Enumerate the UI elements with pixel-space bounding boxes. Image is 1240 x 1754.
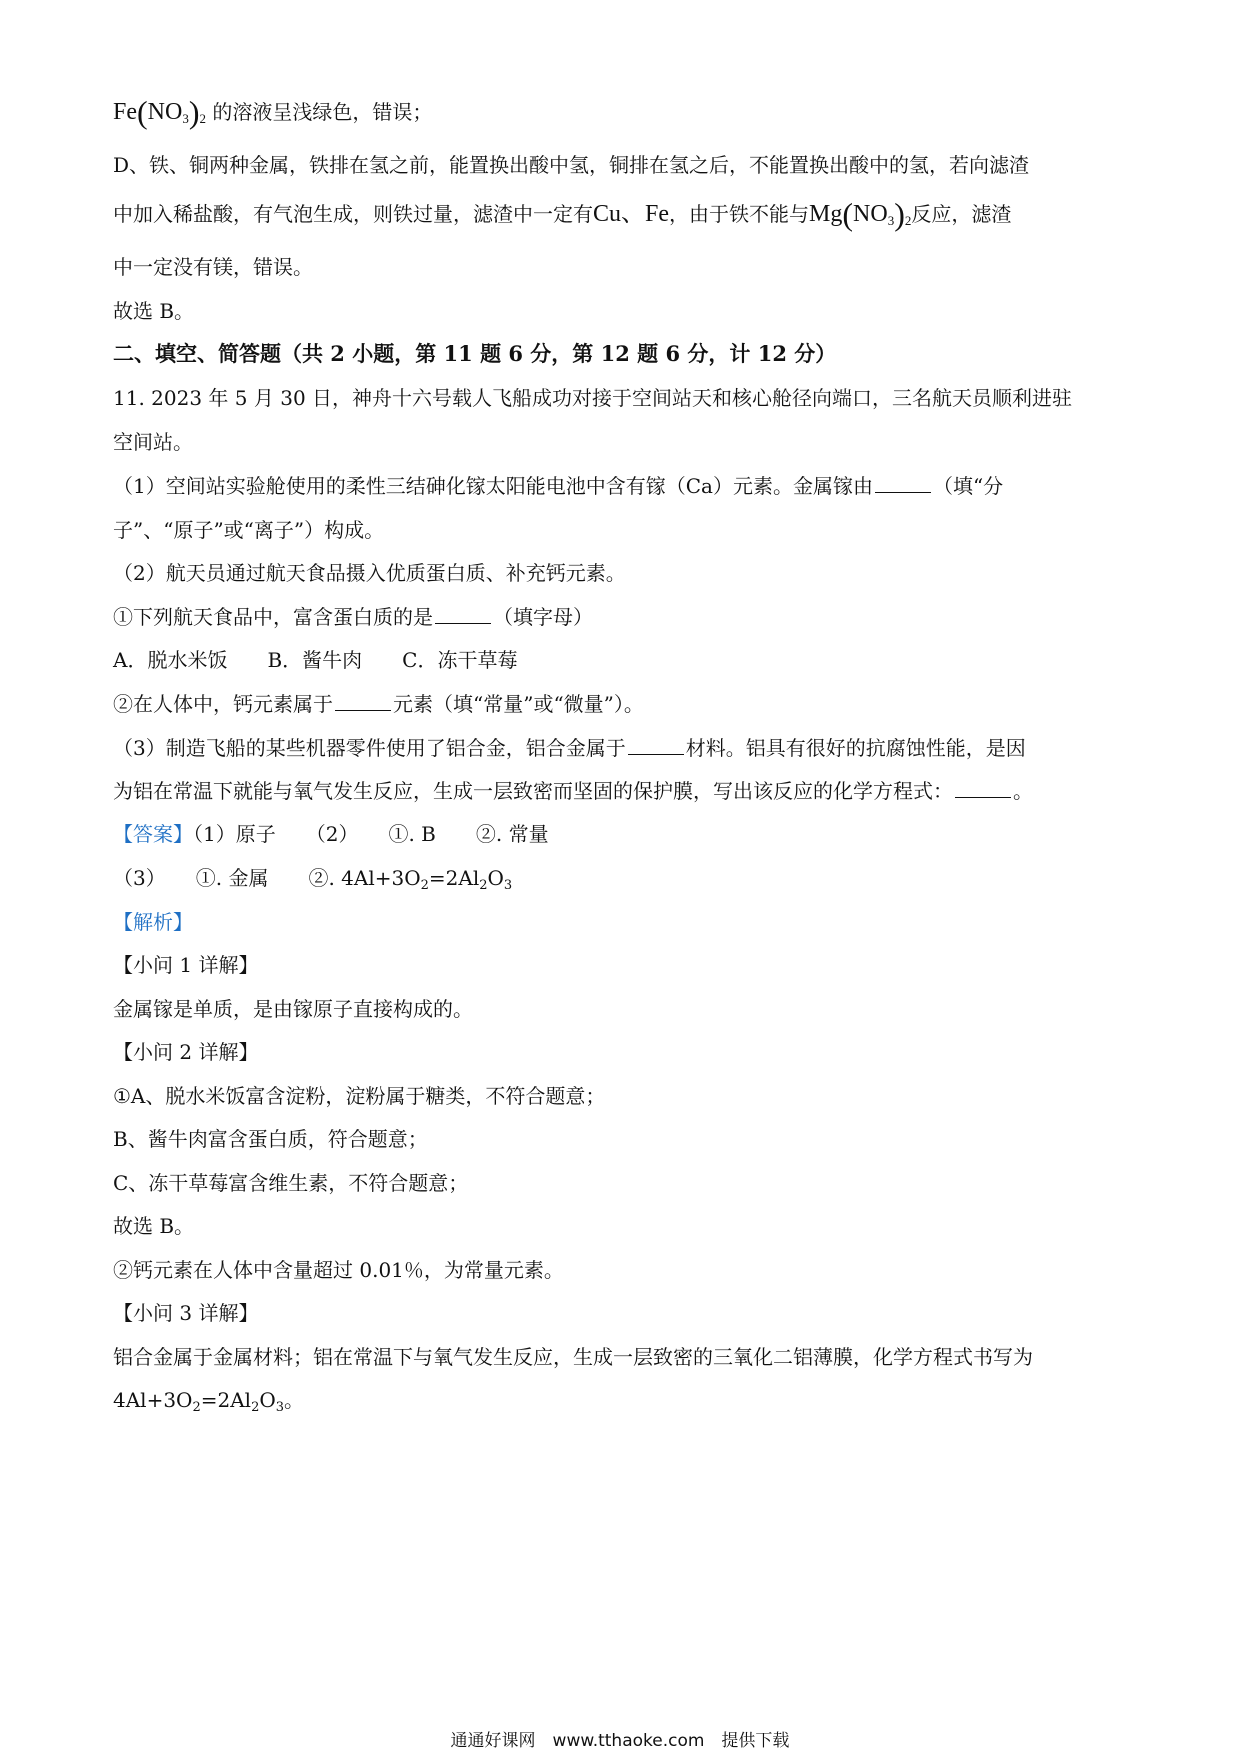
question-11-stem-cont: 空间站。 [113, 430, 193, 454]
answer-line-1 [113, 820, 549, 848]
answer-line-2: （3） ①. 金属 ②. $4Al+3O_2=2Al_2O_3$ [113, 866, 513, 893]
text: ①下列航天食品中，富含蛋白质的是 [113, 605, 433, 629]
text: （3）制造飞船的某些机器零件使用了铝合金，铝合金属于 [113, 736, 626, 760]
line-choose-b: 故选 B。 [113, 299, 195, 323]
answer-blank [955, 777, 1011, 798]
sub-question-3-heading: 【小问 3 详解】 [113, 1301, 259, 1325]
line-fe-no3 [113, 94, 433, 130]
text: 材料。铝具有很好的抗腐蚀性能，是因 [685, 736, 1026, 760]
text: =2Al [200, 1388, 252, 1412]
text: ②在人体中，钙元素属于 [113, 692, 333, 716]
formula-mg-no3-2: $Mg(NO_3)_2$ [809, 196, 912, 232]
line-option-d-end: 中一定没有镁，错误。 [113, 255, 313, 279]
text: 。 [1013, 779, 1033, 803]
text: （1）原子 （2） ①. B ②. 常量 [193, 822, 549, 846]
question-11-part-2: （2）航天员通过航天食品摄入优质蛋白质、补充钙元素。 [113, 561, 626, 585]
answer-label: 【答案】 [113, 822, 193, 846]
sub-question-3-line-a: 铝合金属于金属材料；铝在常温下与氧气发生反应，生成一层致密的三氧化二铝薄膜，化学方程式书写为 [113, 1345, 1033, 1369]
question-11-stem: 11. 2023 年 5 月 30 日，神舟十六号载人飞船成功对接于空间站天和核心舱径向端口，三名航天员顺利进驻 [113, 386, 1073, 410]
section-heading: 二、填空、简答题（共 2 小题，第 11 题 6 分，第 12 题 6 分，计 12 分） [113, 341, 837, 366]
text: ，由于铁不能与 [669, 202, 810, 226]
formula-cu-fe: Cu、Fe [593, 201, 670, 227]
answer-blank [335, 690, 391, 711]
sub-question-2-line-b: B、酱牛肉富含蛋白质，符合题意； [113, 1127, 428, 1151]
text: （3） ①. 金属 ②. 4Al+3O [113, 866, 421, 890]
text: 中加入稀盐酸，有气泡生成，则铁过量，滤渣中一定有 [113, 202, 593, 226]
sub-question-2-line-d: 故选 B。 [113, 1214, 195, 1238]
text: （1）空间站实验舱使用的柔性三结砷化镓太阳能电池中含有镓（Ca）元素。金属镓由 [113, 474, 873, 498]
question-11-part-3 [113, 734, 1026, 762]
question-11-part-3-cont [113, 777, 1033, 805]
text: （填字母） [493, 605, 593, 629]
answer-options: A．脱水米饭 B．酱牛肉 C．冻干草莓 [113, 648, 518, 672]
line-option-d-cont [113, 196, 1012, 232]
text: 元素（填“常量”或“微量”）。 [393, 692, 644, 716]
analysis-label: 【解析】 [113, 910, 193, 934]
text: 的溶液呈浅绿色，错误； [212, 100, 433, 124]
text: O [487, 866, 504, 890]
text: （填“分 [932, 474, 1004, 498]
sub-question-1-heading: 【小问 1 详解】 [113, 953, 259, 977]
text: 。 [284, 1388, 305, 1412]
text: O [259, 1388, 276, 1412]
sub-question-3-equation: $4Al+3O_2=2Al_2O_3$。 [113, 1388, 305, 1415]
sub-question-2-heading: 【小问 2 详解】 [113, 1040, 259, 1064]
answer-blank [628, 734, 684, 755]
page-footer: 通通好课网 www.tthaoke.com 提供下载 [450, 1731, 790, 1751]
sub-question-2-line-a: ①A、脱水米饭富含淀粉，淀粉属于糖类，不符合题意； [113, 1084, 606, 1108]
text: 4Al+3O [113, 1388, 193, 1412]
sub-question-2-line-e: ②钙元素在人体中含量超过 0.01％，为常量元素。 [113, 1258, 564, 1282]
question-11-part-2-2 [113, 690, 644, 718]
line-option-d: D、铁、铜两种金属，铁排在氢之前，能置换出酸中氢，铜排在氢之后，不能置换出酸中的氢，若向滤渣 [113, 153, 1030, 177]
text: 反应，滤渣 [911, 202, 1012, 226]
text: 为铝在常温下就能与氧气发生反应，生成一层致密而坚固的保护膜，写出该反应的化学方程式： [113, 779, 953, 803]
answer-blank [435, 603, 491, 624]
sub-question-2-line-c: C、冻干草莓富含维生素，不符合题意； [113, 1171, 469, 1195]
answer-blank [875, 472, 931, 493]
text: =2Al [428, 866, 480, 890]
question-11-part-2-1 [113, 603, 593, 631]
question-11-part-1-cont: 子”、“原子”或“离子”）构成。 [113, 518, 385, 542]
formula-fe-no3-2: $Fe(NO_3)_2$ [113, 94, 206, 130]
question-11-part-1 [113, 472, 1003, 500]
sub-question-1-text: 金属镓是单质，是由镓原子直接构成的。 [113, 997, 473, 1021]
